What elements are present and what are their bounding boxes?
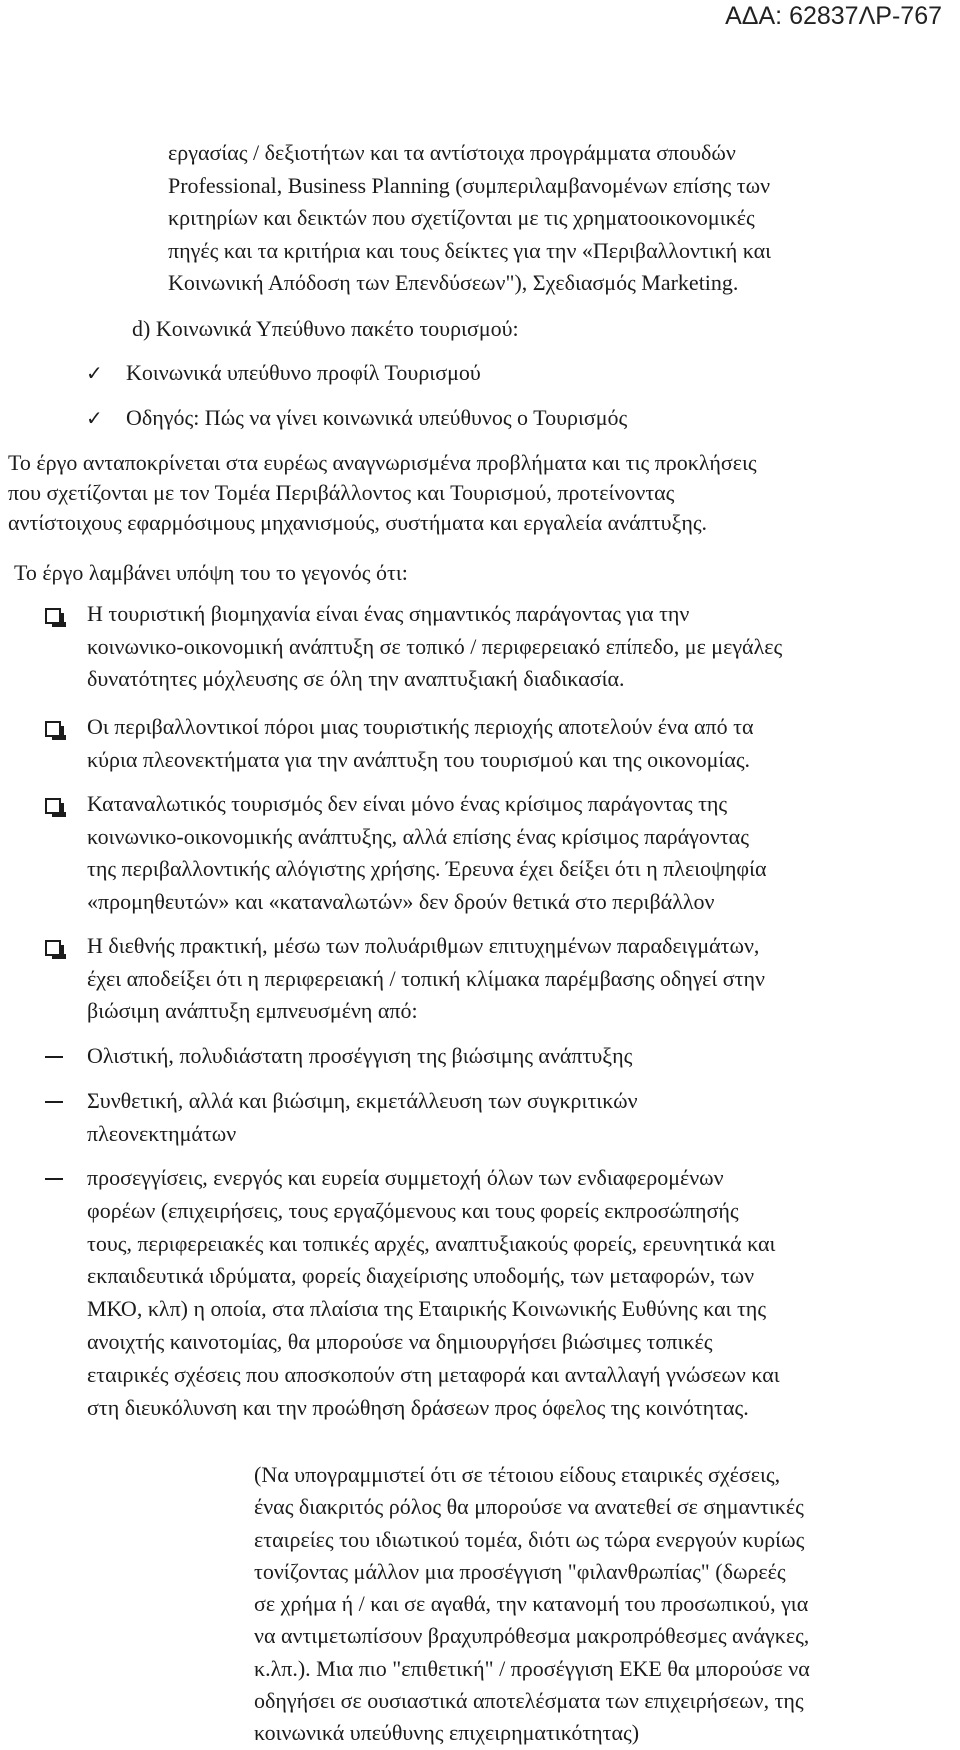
bullet-item: [45, 711, 754, 776]
dash-item: [45, 1162, 780, 1424]
text-line: προσεγγίσεις, ενεργός και ευρεία συμμετοχή όλων των ενδιαφερομένων: [87, 1165, 724, 1190]
text-line: πηγές και τα κριτήρια και τους δείκτες για την «Περιβαλλοντική και: [168, 237, 772, 263]
checkbox-bullet-icon: [45, 798, 61, 814]
text-line: Η διεθνής πρακτική, μέσω των πολυάριθμων επιτυχημένων παραδειγμάτων,: [87, 933, 760, 958]
text-line: «προμηθευτών» και «καταναλωτών» δεν δρούν θετικά στο περιβάλλον: [87, 888, 715, 914]
dash-item-text: [87, 1085, 638, 1150]
checklist-item: [86, 357, 481, 390]
checkmark-icon: ✓: [86, 406, 103, 430]
dash-item: [45, 1085, 638, 1150]
text-line: Κοινωνική Απόδοση των Επενδύσεων"), Σχεδιασμός Marketing.: [168, 270, 739, 295]
dash-bullet-icon: [45, 1101, 63, 1103]
checkbox-bullet-icon: [45, 721, 61, 737]
bullet-item: [45, 598, 782, 696]
text-line: της περιβαλλοντικής αλόγιστης χρήσης. Έρευνα έχει δείξει ότι η πλειοψηφία: [87, 856, 767, 881]
text-line: κοινωνικά υπεύθυνης επιχειρηματικότητας): [254, 1720, 640, 1746]
checklist-item: [86, 402, 627, 435]
text-line: να αντιμετωπίσουν βραχυπρόθεσμα μακροπρόθεσμες ανάγκες,: [254, 1623, 810, 1649]
text-line: Οι περιβαλλοντικοί πόροι μιας τουριστικής περιοχής αποτελούν ένα από τα: [87, 714, 754, 739]
text-line: που σχετίζονται με τον Τομέα Περιβάλλοντος και Τουρισμού, προτείνοντας: [8, 480, 675, 505]
checklist-item-text: Κοινωνικά υπεύθυνο προφίλ Τουρισμού: [126, 360, 481, 385]
text-line: Καταναλωτικός τουρισμός δεν είναι μόνο ένας κρίσιμος παράγοντας της: [87, 791, 728, 816]
dash-bullet-icon: [45, 1056, 63, 1058]
dash-item-text: [87, 1040, 632, 1073]
text-line: βιώσιμη ανάπτυξη εμπνευσμένη από:: [87, 998, 418, 1023]
lead-paragraph: Το έργο λαμβάνει υπόψη του το γεγονός ότι:: [14, 560, 408, 585]
text-line: Συνθετική, αλλά και βιώσιμη, εκμετάλλευση των συγκριτικών: [87, 1088, 638, 1113]
text-line: εταιρείες του ιδιωτικού τομέα, διότι ως τώρα ενεργούν κυρίως: [254, 1526, 805, 1552]
text-line: Professional, Business Planning (συμπεριλαμβανομένων επίσης των: [168, 172, 771, 198]
bullet-item-text: [87, 930, 765, 1028]
text-line: οδηγήσει σε ουσιαστικά αποτελέσματα των επιχειρήσεων, της: [254, 1688, 804, 1714]
dash-item: [45, 1040, 632, 1073]
text-line: Το έργο ανταποκρίνεται στα ευρέως αναγνωρισμένα προβλήματα και τις προκλήσεις: [8, 450, 757, 475]
text-line: στη διευκόλυνση και την προώθηση δράσεων προς όφελος της κοινότητας.: [87, 1394, 749, 1420]
section-heading: d) Κοινωνικά Υπεύθυνο πακέτο τουρισμού:: [132, 316, 519, 341]
text-line: ΜΚΟ, κλπ) η οποία, στα πλαίσια της Εταιρικής Κοινωνικής Ευθύνης και της: [87, 1296, 767, 1322]
intro-paragraph: [168, 137, 771, 300]
main-paragraph: [8, 448, 757, 538]
text-line: πλεονεκτημάτων: [87, 1120, 237, 1146]
text-line: ένας διακριτός ρόλος θα μπορούσε να ανατεθεί σε σημαντικές: [254, 1494, 804, 1520]
text-line: Ολιστική, πολυδιάστατη προσέγγιση της βιώσιμης ανάπτυξης: [87, 1043, 633, 1068]
dash-item-text: [87, 1162, 780, 1424]
text-line: σε χρήμα ή / και σε αγαθά, την κατανομή του προσωπικού, για: [254, 1591, 809, 1617]
text-line: εταιρικές σχέσεις που αποσκοπούν στη μεταφορά και ανταλλαγή γνώσεων και: [87, 1361, 780, 1387]
bullet-item-text: [87, 711, 754, 776]
bullet-item: [45, 788, 767, 918]
text-line: ανοιχτής καινοτομίας, θα μπορούσε να δημιουργήσει βιώσιμες τοπικές: [87, 1328, 713, 1354]
bullet-item: [45, 930, 765, 1028]
checkbox-bullet-icon: [45, 940, 61, 956]
document-ada-code: ΑΔΑ: 62837ΛΡ-767: [725, 2, 942, 30]
checkbox-bullet-icon: [45, 608, 61, 624]
text-line: εργασίας / δεξιοτήτων και τα αντίστοιχα προγράμματα σπουδών: [168, 140, 736, 165]
text-line: τους, περιφερειακές και τοπικές αρχές, αναπτυξιακούς φορείς, ερευνητικά και: [87, 1230, 776, 1256]
dash-bullet-icon: [45, 1178, 63, 1180]
text-line: έχει αποδείξει ότι η περιφερειακή / τοπική κλίμακα παρέμβασης οδηγεί στην: [87, 965, 765, 991]
text-line: κοινωνικο-οικονομική ανάπτυξη σε τοπικό / περιφερειακό επίπεδο, με μεγάλες: [87, 633, 783, 659]
bullet-item-text: [87, 598, 782, 696]
note-paragraph: [254, 1459, 810, 1750]
text-line: κύρια πλεονεκτήματα για την ανάπτυξη του τουρισμού και της οικονομίας.: [87, 746, 751, 772]
checklist-item-text: Οδηγός: Πώς να γίνει κοινωνικά υπεύθυνος ο Τουρισμός: [126, 405, 628, 430]
text-line: κριτηρίων και δεικτών που σχετίζονται με τις χρηματοοικονομικές: [168, 205, 755, 230]
text-line: εκπαιδευτικά ιδρύματα, φορείς διαχείρισης υποδομής, των μεταφορών, των: [87, 1263, 755, 1289]
text-line: τονίζοντας μάλλον μια προσέγγιση "φιλανθρωπίας" (δωρεές: [254, 1558, 786, 1584]
checkmark-icon: ✓: [86, 361, 103, 385]
text-line: αντίστοιχους εφαρμόσιμους μηχανισμούς, συστήματα και εργαλεία ανάπτυξης.: [8, 510, 708, 535]
text-line: δυνατότητες μόχλευσης σε όλη την αναπτυξιακή διαδικασία.: [87, 666, 625, 691]
text-line: κοινωνικο-οικονομικής ανάπτυξης, αλλά επίσης ένας κρίσιμος παράγοντας: [87, 823, 749, 849]
bullet-item-text: [87, 788, 767, 918]
text-line: Η τουριστική βιομηχανία είναι ένας σημαντικός παράγοντας για την: [87, 601, 690, 626]
text-line: (Να υπογραμμιστεί ότι σε τέτοιου είδους εταιρικές σχέσεις,: [254, 1462, 781, 1487]
text-line: κ.λπ.). Μια πιο "επιθετική" / προσέγγιση ΕΚΕ θα μπορούσε να: [254, 1655, 810, 1681]
text-line: φορέων (επιχειρήσεις, τους εργαζόμενους και τους φορείς εκπροσώπησής: [87, 1197, 739, 1223]
